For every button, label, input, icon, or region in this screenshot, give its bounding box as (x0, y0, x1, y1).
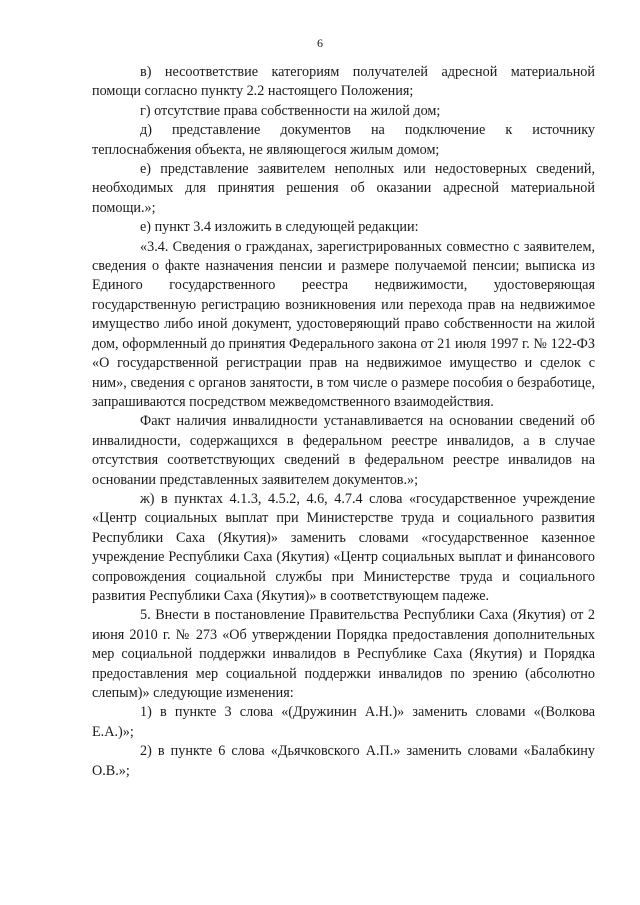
page-number: 6 (317, 36, 323, 50)
paragraph-amend-3-4: е) пункт 3.4 изложить в следующей редакции: (140, 219, 419, 236)
paragraph-section-5: 5. Внести в постановление Правительства Республики Саха (Якутия) от 2 июня 2010 г. № 273 «Об утверждении Порядка предоставления дополнительных мер социальной поддержки инвалидов в Республике Саха (Якутия) и Порядка предоставления мер социальной поддержки инвалидов по зрению (абсолютно слепым)» следующие изменения: (92, 607, 595, 701)
document-body (92, 63, 595, 781)
paragraph-item-e: е) представление заявителем неполных или недостоверных сведений, необходимых для принятия решения об оказании адресной материальной помощи.»; (92, 161, 595, 216)
paragraph-disability-fact: Факт наличия инвалидности устанавливается на основании сведений об инвалидности, содержащихся в федеральном реестре инвалидов, а в случае отсутствия соответствующих сведений в федеральном реестре инвалидов на основании представленных заявителем документов.»; (92, 413, 595, 488)
paragraph-item-v: в) несоответствие категориям получателей адресной материальной помощи согласно пункту 2.2 настоящего Положения; (92, 64, 595, 100)
paragraph-item-d: д) представление документов на подключение к источнику теплоснабжения объекта, не являющегося жилым домом; (92, 122, 595, 158)
paragraph-item-zh: ж) в пунктах 4.1.3, 4.5.2, 4.6, 4.7.4 слова «государственное учреждение «Центр социальных выплат при Министерстве труда и социального развития Республики Саха (Якутия)» заменить словами «государственное казенное учреждение Республики Саха (Якутия) «Центр социальных выплат и финансового сопровождения социальной службы при Министерстве труда и социального развития Республики Саха (Якутия)» в соответствующем падеже. (92, 490, 595, 604)
paragraph-item-g: г) отсутствие права собственности на жилой дом; (140, 102, 441, 119)
paragraph-clause-3-4: «3.4. Сведения о гражданах, зарегистрированных совместно с заявителем, сведения о факте назначения пенсии и размере получаемой пенсии; выписка из Единого государственного реестра недвижимости, удостоверяющая государственную регистрацию возникновения или перехода прав на недвижимое имущество либо иной документ, удостоверяющий право собственности на жилой дом, оформленный до принятия Федерального закона от 21 июля 1997 г. № 122-ФЗ «О государственной регистрации прав на недвижимое имущество и сделок с ним», сведения с органов занятости, в том числе о размере пособия о безработице, запрашиваются посредством межведомственного взаимодействия. (92, 238, 595, 410)
paragraph-change-2: 2) в пункте 6 слова «Дьячковского А.П.» заменить словами «Балабкину О.В.»; (92, 743, 595, 779)
paragraph-change-1: 1) в пункте 3 слова «(Дружинин А.Н.)» заменить словами «(Волкова Е.А.)»; (92, 704, 595, 740)
